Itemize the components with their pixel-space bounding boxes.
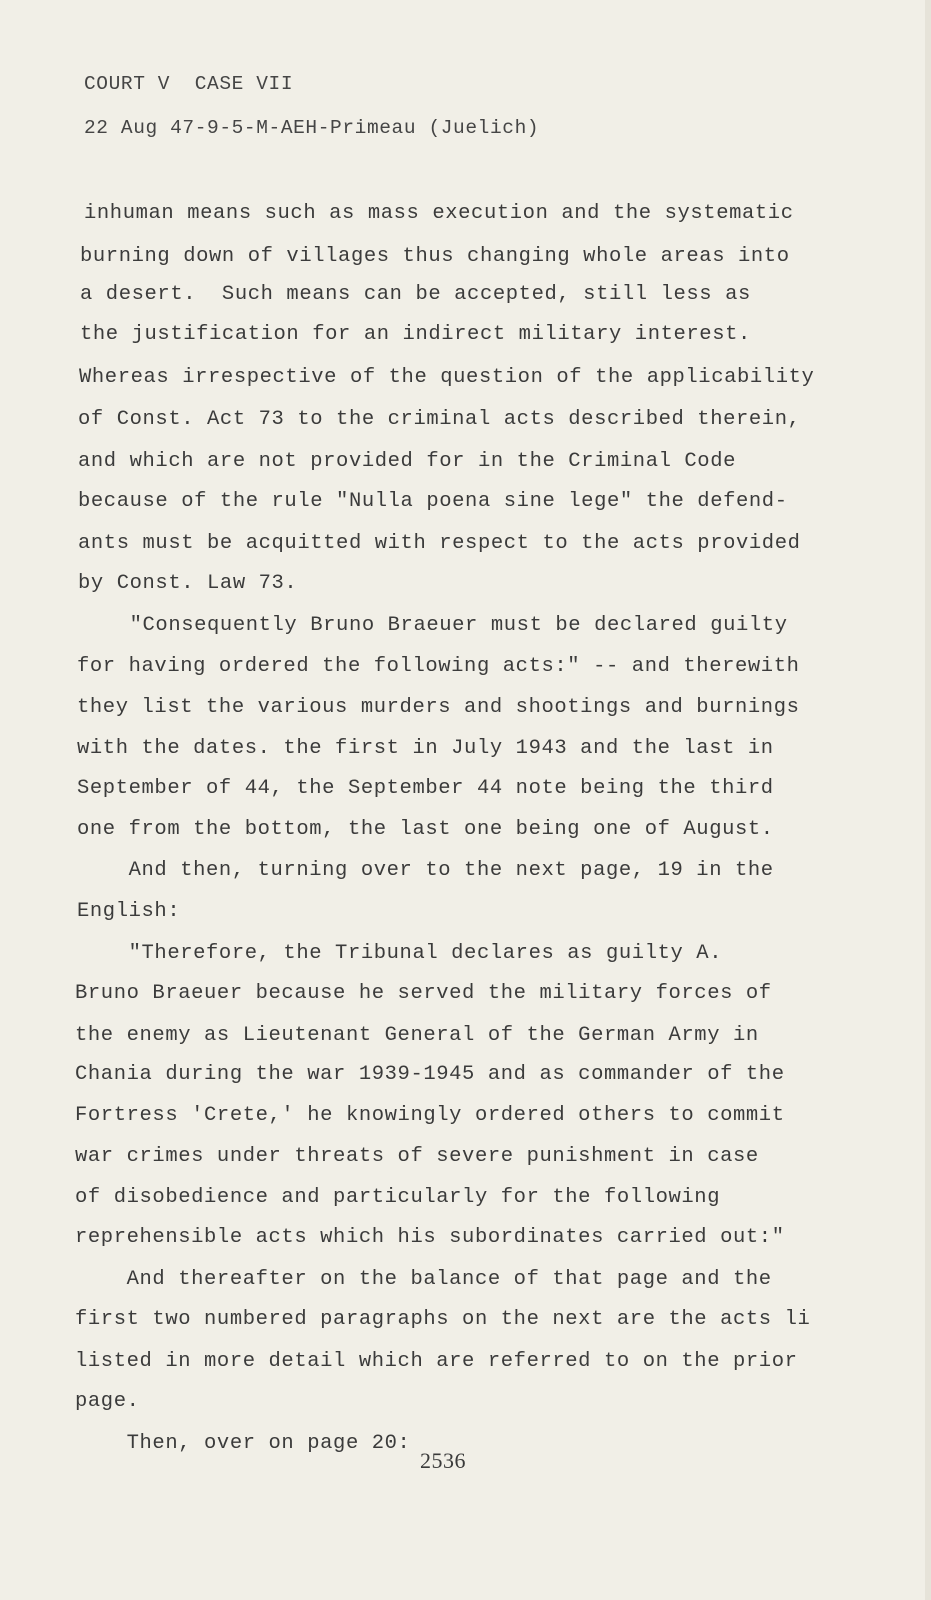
body-line: of Const. Act 73 to the criminal acts described therein, [78, 408, 801, 431]
body-line: the justification for an indirect military interest. [80, 323, 751, 346]
body-line: because of the rule "Nulla poena sine lege" the defend- [78, 490, 788, 513]
body-line: English: [77, 900, 181, 923]
body-line: and which are not provided for in the Criminal Code [78, 450, 737, 473]
body-line: burning down of villages thus changing whole areas into [80, 245, 790, 268]
court-case-header: COURT V CASE VII [84, 73, 294, 95]
body-line: they list the various murders and shootings and burnings [77, 696, 800, 719]
session-line-header: 22 Aug 47-9-5-M-AEH-Primeau (Juelich) [84, 117, 540, 139]
body-line: listed in more detail which are referred to on the prior [75, 1350, 798, 1373]
body-line: a desert. Such means can be accepted, still less as [80, 283, 751, 306]
body-line: one from the bottom, the last one being one of August. [77, 818, 774, 841]
body-line: war crimes under threats of severe punishment in case [75, 1145, 759, 1168]
body-line: reprehensible acts which his subordinates carried out:" [75, 1226, 785, 1249]
body-line: "Consequently Bruno Braeuer must be declared guilty [78, 614, 788, 637]
body-line: the enemy as Lieutenant General of the German Army in [75, 1024, 759, 1047]
body-line: Chania during the war 1939-1945 and as commander of the [75, 1063, 785, 1086]
body-line: with the dates. the first in July 1943 and the last in [77, 737, 774, 760]
body-line: Whereas irrespective of the question of the applicability [79, 366, 815, 389]
paper-edge [925, 0, 931, 1600]
body-line: ants must be acquitted with respect to the acts provided [78, 532, 801, 555]
body-line: inhuman means such as mass execution and the systematic [84, 202, 794, 225]
body-line: "Therefore, the Tribunal declares as guilty A. [77, 942, 723, 965]
body-line: of disobedience and particularly for the following [75, 1186, 721, 1209]
body-line: September of 44, the September 44 note being the third [77, 777, 774, 800]
body-line: page. [75, 1390, 140, 1413]
page-number: 2536 [420, 1448, 466, 1473]
body-line: Fortress 'Crete,' he knowingly ordered others to commit [75, 1104, 785, 1127]
body-line: And thereafter on the balance of that page and the [75, 1268, 772, 1291]
body-line: first two numbered paragraphs on the next are the acts li [75, 1308, 811, 1331]
body-line: by Const. Law 73. [78, 572, 298, 595]
body-line: for having ordered the following acts:" -- and therewith [77, 655, 800, 678]
body-line: And then, turning over to the next page, 19 in the [77, 859, 774, 882]
body-line: Bruno Braeuer because he served the military forces of [75, 982, 772, 1005]
body-line: Then, over on page 20: [75, 1432, 411, 1455]
